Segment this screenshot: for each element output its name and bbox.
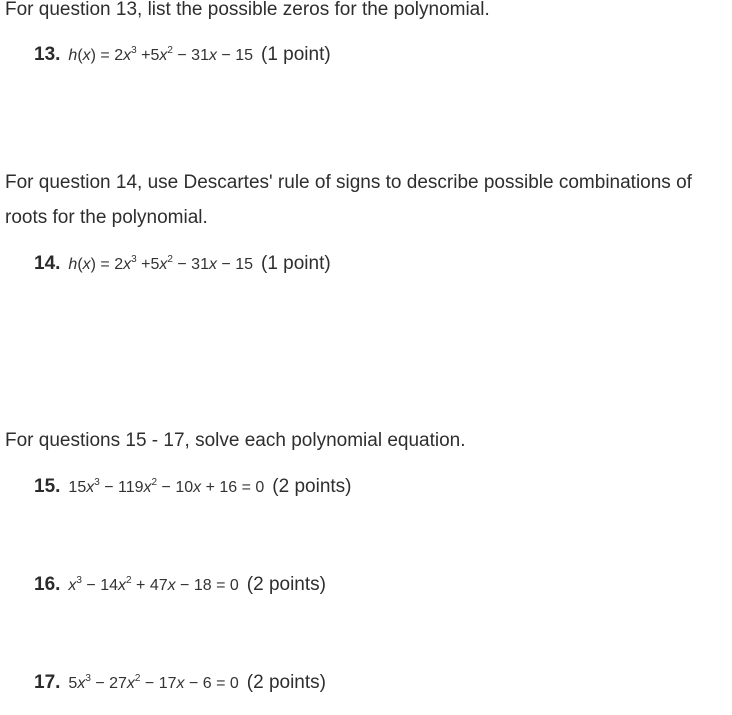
points-label: (2 points) — [246, 672, 326, 693]
question-17 — [34, 672, 326, 702]
equation-image: $h(x) = 2x^3 +5x^2 - 31x - 15$ — [68, 45, 253, 64]
instruction-q14: For question 14, use Descartes' rule of signs to describe possible combinations of roots for the polynomial. — [5, 172, 692, 228]
question-number: 14. — [34, 253, 61, 274]
equation-image: $h(x) = 2x^3 +5x^2 - 31x - 15$ — [68, 254, 253, 273]
question-15 — [34, 476, 352, 506]
question-13 — [34, 44, 331, 74]
question-number: 16. — [34, 574, 61, 595]
equation-image: $x^3 - 14x^2 + 47x - 18 = 0$ — [68, 575, 239, 594]
instruction-q13: For question 13, list the possible zeros for the polynomial. — [5, 0, 490, 20]
instruction-q15-17: For questions 15 - 17, solve each polynomial equation. — [5, 430, 466, 451]
equation-image: $15x^3 - 119x^2 - 10x + 16 = 0$ — [68, 477, 265, 496]
points-label: (1 point) — [261, 44, 331, 65]
points-label: (2 points) — [272, 476, 352, 497]
question-number: 17. — [34, 672, 61, 693]
points-label: (2 points) — [246, 574, 326, 595]
question-number: 15. — [34, 476, 61, 497]
question-number: 13. — [34, 44, 61, 65]
question-16 — [34, 574, 326, 604]
question-14 — [34, 253, 331, 283]
equation-image: $5x^3 - 27x^2 - 17x - 6 = 0$ — [68, 673, 239, 692]
points-label: (1 point) — [261, 253, 331, 274]
